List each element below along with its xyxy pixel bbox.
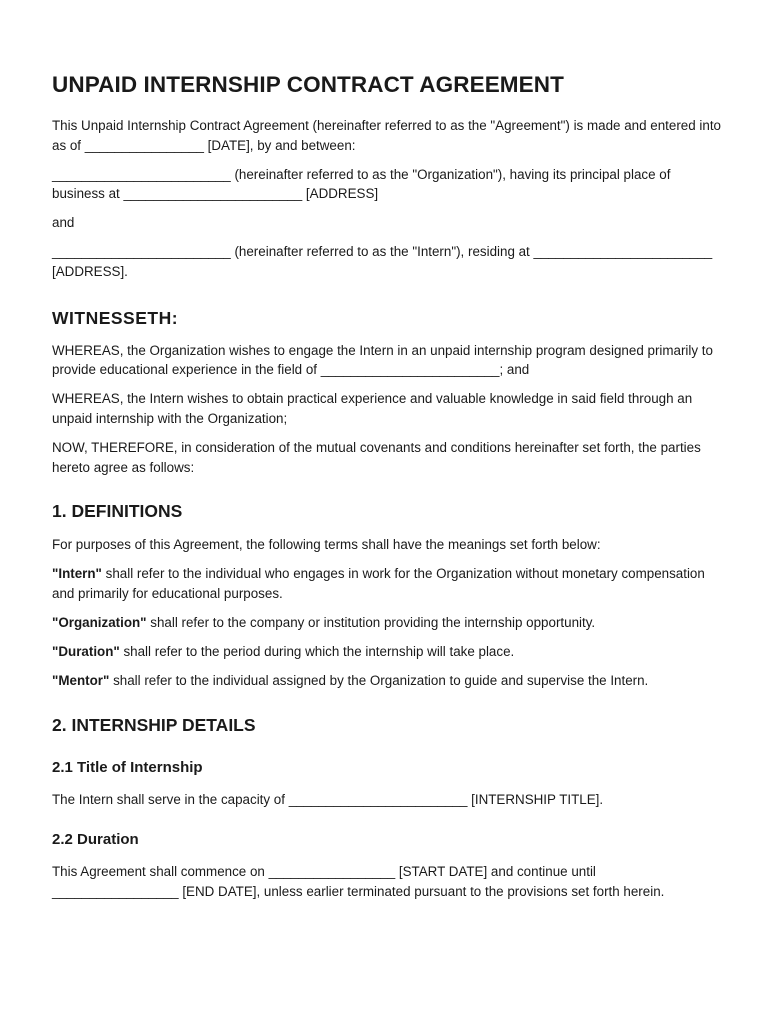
definition-text: shall refer to the individual assigned by the Organization to guide and supervise the Intern. <box>109 673 649 689</box>
definitions-heading: 1. DEFINITIONS <box>52 501 183 522</box>
now-therefore-paragraph: NOW, THEREFORE, in consideration of the mutual covenants and conditions hereinafter set forth, the parties hereto agree as follows: <box>52 440 701 475</box>
internship-details-heading: 2. INTERNSHIP DETAILS <box>52 714 256 735</box>
witnesseth-heading: WITNESSETH: <box>52 307 179 328</box>
document-title: UNPAID INTERNSHIP CONTRACT AGREEMENT <box>52 72 564 97</box>
intro-paragraph-organization: ________________________ (hereinafter referred to as the "Organization"), having its principal place of business at ________________________ [ADDRESS] <box>52 166 671 202</box>
document-page <box>52 68 722 911</box>
definition-mentor <box>52 671 722 691</box>
definition-term: "Intern" <box>52 566 102 582</box>
definition-text: shall refer to the period during which the internship will take place. <box>119 644 515 660</box>
title-of-internship-heading: 2.1 Title of Internship <box>52 758 203 776</box>
definition-intern <box>52 564 722 603</box>
definition-duration <box>52 642 722 662</box>
definitions-intro: For purposes of this Agreement, the following terms shall have the meanings set forth below: <box>52 537 601 553</box>
definition-text: shall refer to the company or institution providing the internship opportunity. <box>146 615 596 630</box>
whereas-organization-paragraph: WHEREAS, the Organization wishes to engage the Intern in an unpaid internship program designed primarily to provide educational experience in the field of ________________________; and <box>52 342 713 378</box>
definition-term: "Duration" <box>52 644 120 660</box>
intro-paragraph-date: This Unpaid Internship Contract Agreement (hereinafter referred to as the "Agreement") is made and entered into as of ________________ [DATE], by and between: <box>52 118 721 153</box>
whereas-intern-paragraph: WHEREAS, the Intern wishes to obtain practical experience and valuable knowledge in said field through an unpaid internship with the Organization; <box>52 391 693 426</box>
intro-paragraph-intern: ________________________ (hereinafter referred to as the "Intern"), residing at ________________________ [ADDRESS]. <box>52 244 713 280</box>
duration-heading: 2.2 Duration <box>52 831 139 849</box>
duration-text: This Agreement shall commence on _________________ [START DATE] and continue until _________________ [END DATE], unless earlier terminated pursuant to the provisions set forth herein. <box>52 864 665 899</box>
title-of-internship-text: The Intern shall serve in the capacity of ________________________ [INTERNSHIP TITLE]. <box>52 791 604 807</box>
definition-term: "Mentor" <box>52 673 110 689</box>
definition-text: shall refer to the individual who engages in work for the Organization without monetary compensation and primarily for educational purposes. <box>52 566 705 601</box>
intro-paragraph-and: and <box>52 215 75 231</box>
definition-organization <box>52 613 722 633</box>
definition-term: "Organization" <box>52 615 147 630</box>
